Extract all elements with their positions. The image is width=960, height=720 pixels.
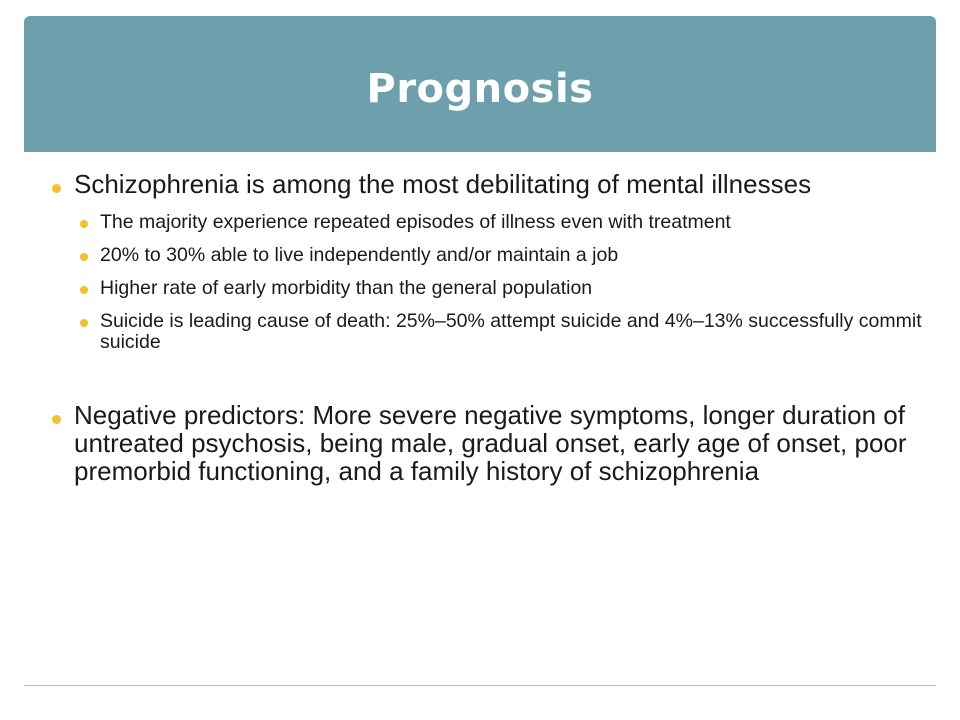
bullet-dot-icon <box>80 253 88 261</box>
title-banner <box>24 16 936 152</box>
bullet-schizophrenia-debilitating <box>48 170 928 198</box>
bullet-dot-icon <box>80 319 88 327</box>
bullet-text: Negative predictors: More severe negative symptoms, longer duration of untreated psychosis, being male, gradual onset, early age of onset, poor premorbid functioning, and a family history of schizophrenia <box>74 400 907 486</box>
sub-bullet-text: Higher rate of early morbidity than the general population <box>100 277 593 299</box>
sub-bullet-repeated-episodes <box>74 212 928 233</box>
sub-bullet-live-independently <box>74 245 928 266</box>
footer-divider <box>24 685 936 686</box>
sub-bullet-list <box>74 212 928 353</box>
sub-bullet-text: The majority experience repeated episodes of illness even with treatment <box>100 211 731 233</box>
slide-title: Prognosis <box>366 66 594 112</box>
sub-bullet-text: 20% to 30% able to live independently and/or maintain a job <box>100 244 619 266</box>
bullet-dot-icon <box>52 184 61 193</box>
bullet-negative-predictors <box>48 401 928 485</box>
bullet-text: Schizophrenia is among the most debilitating of mental illnesses <box>74 169 812 199</box>
bullet-dot-icon <box>80 220 88 228</box>
sub-bullet-suicide <box>74 311 928 353</box>
slide-body <box>48 170 928 485</box>
sub-bullet-text: Suicide is leading cause of death: 25%–50% attempt suicide and 4%–13% successfully commit suicide <box>100 310 922 353</box>
sub-bullet-early-morbidity <box>74 278 928 299</box>
bullet-dot-icon <box>80 286 88 294</box>
bullet-dot-icon <box>52 415 61 424</box>
